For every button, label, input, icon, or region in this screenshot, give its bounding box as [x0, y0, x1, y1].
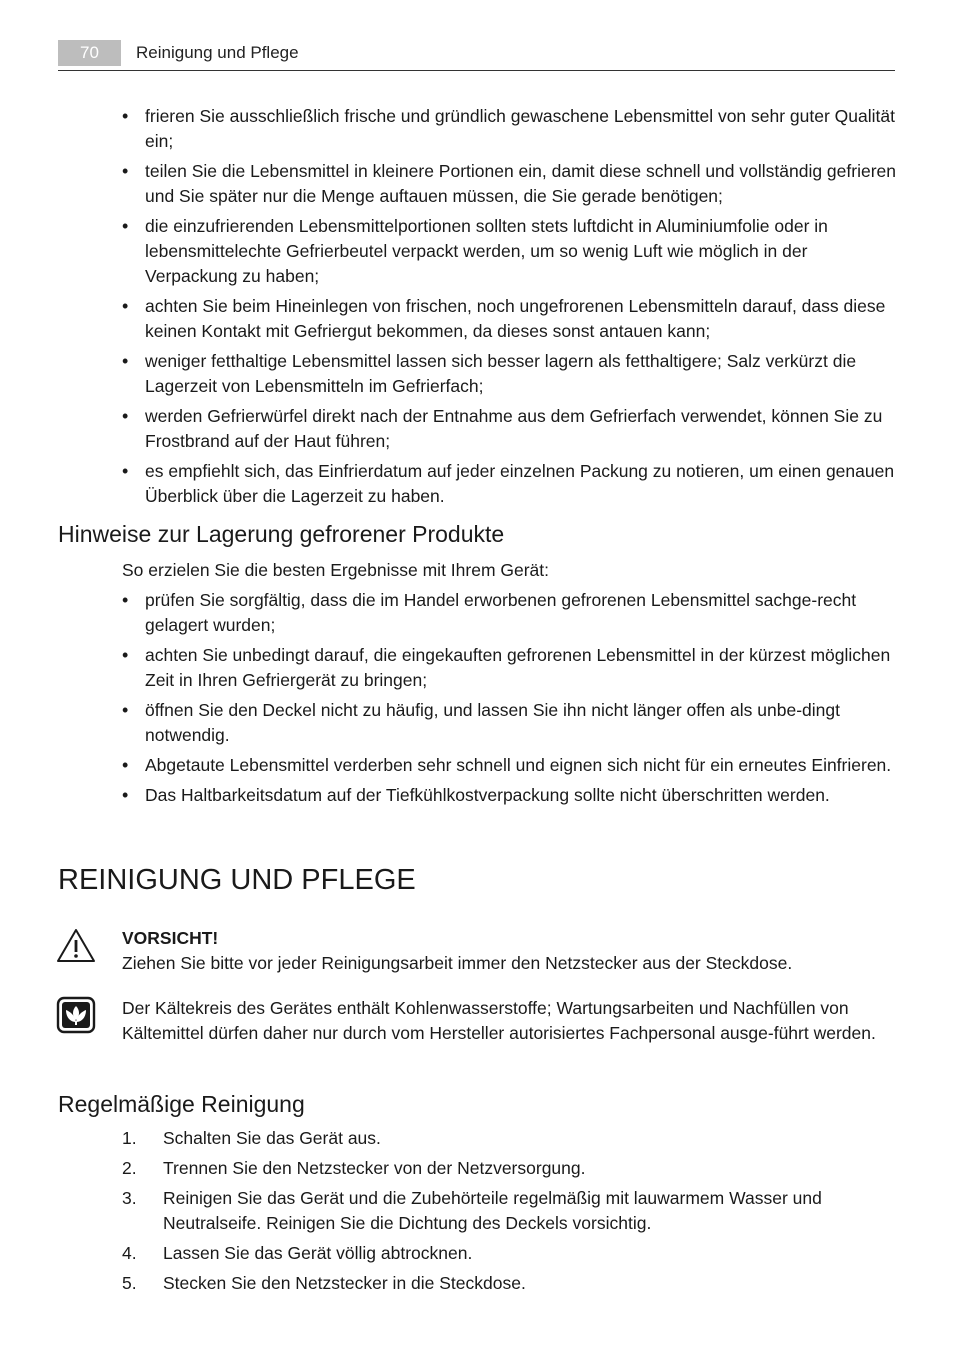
step-number: 4. — [122, 1243, 137, 1263]
list-item — [122, 1186, 897, 1236]
list-item: • teilen Sie die Lebensmittel in kleinere Portionen ein, damit diese schnell und vollständig gefrieren und Sie später nur die Menge auftauen müssen, die Sie gerade benötigen; — [122, 159, 897, 209]
list-item: • werden Gefrierwürfel direkt nach der Entnahme aus dem Gefrierfach verwendet, können Sie zu Frostbrand auf der Haut führen; — [122, 404, 897, 454]
list-item: • achten Sie beim Hineinlegen von frischen, noch ungefrorenen Lebensmitteln darauf, dass diese keinen Kontakt mit Gefriergut bekommen, da dieses sonst antauen kann; — [122, 294, 897, 344]
step-text: Lassen Sie das Gerät völlig abtrocknen. — [163, 1243, 473, 1263]
page-number: 70 — [58, 40, 121, 66]
step-number: 5. — [122, 1273, 137, 1293]
list-item — [122, 1271, 897, 1296]
step-text: Trennen Sie den Netzstecker von der Netzversorgung. — [163, 1158, 586, 1178]
environment-notice: Der Kältekreis des Gerätes enthält Kohlenwasserstoffe; Wartungsarbeiten und Nachfüllen von Kältemittel dürfen daher nur durch vom Hersteller autorisiertes Fachpersonal ausge-führt werden. — [122, 998, 876, 1043]
storage-tips-list — [122, 588, 897, 813]
list-item: • weniger fetthaltige Lebensmittel lassen sich besser lagern als fetthaltigere; Salz verkürzt die Lagerzeit von Lebensmitteln im Gefrierfach; — [122, 349, 897, 399]
regular-cleaning-heading: Regelmäßige Reinigung — [58, 1091, 305, 1117]
warning-text: Ziehen Sie bitte vor jeder Reinigungsarbeit immer den Netzstecker aus der Steckdose. — [122, 953, 793, 973]
list-item: • achten Sie unbedingt darauf, die eingekauften gefrorenen Lebensmittel in der kürzest möglichen Zeit in Ihren Gefriergerät zu bringen; — [122, 643, 897, 693]
list-item: • Das Haltbarkeitsdatum auf der Tiefkühlkostverpackung sollte nicht überschritten werden. — [122, 783, 897, 808]
environment-icon — [56, 996, 96, 1039]
warning-notice — [122, 926, 892, 976]
section-heading-cleaning: REINIGUNG UND PFLEGE — [58, 864, 416, 896]
step-text: Reinigen Sie das Gerät und die Zubehörteile regelmäßig mit lauwarmem Wasser und Neutralseife. Reinigen Sie die Dichtung des Deckels vorsichtig. — [163, 1188, 822, 1233]
step-text: Stecken Sie den Netzstecker in die Steckdose. — [163, 1273, 526, 1293]
list-item — [122, 1241, 897, 1266]
step-number: 3. — [122, 1188, 137, 1208]
page-header — [58, 38, 895, 71]
list-item: • die einzufrierenden Lebensmittelportionen sollten stets luftdicht in Aluminiumfolie oder in lebensmittelechte Gefrierbeutel verpackt werden, um so wenig Luft wie möglich in der Verpackung zu haben; — [122, 214, 897, 289]
list-item — [122, 1156, 897, 1181]
warning-title: VORSICHT! — [122, 928, 219, 948]
step-text: Schalten Sie das Gerät aus. — [163, 1128, 381, 1148]
step-number: 1. — [122, 1128, 137, 1148]
storage-heading: Hinweise zur Lagerung gefrorener Produkte — [58, 521, 505, 547]
step-number: 2. — [122, 1158, 137, 1178]
warning-triangle-icon — [56, 928, 96, 969]
list-item — [122, 1126, 897, 1151]
list-item: • es empfiehlt sich, das Einfrierdatum auf jeder einzelnen Packung zu notieren, um einen genauen Überblick über die Lagerzeit zu haben. — [122, 459, 897, 509]
storage-intro: So erzielen Sie die besten Ergebnisse mit Ihrem Gerät: — [122, 560, 550, 580]
list-item: • frieren Sie ausschließlich frische und gründlich gewaschene Lebensmittel von sehr guter Qualität ein; — [122, 104, 897, 154]
list-item: • Abgetaute Lebensmittel verderben sehr schnell und eignen sich nicht für ein erneutes Einfrieren. — [122, 753, 897, 778]
cleaning-steps-list — [122, 1126, 897, 1301]
freezing-tips-list — [122, 104, 897, 514]
running-title: Reinigung und Pflege — [136, 43, 299, 62]
list-item: • öffnen Sie den Deckel nicht zu häufig, und lassen Sie ihn nicht länger offen als unbe-dingt notwendig. — [122, 698, 897, 748]
list-item: • prüfen Sie sorgfältig, dass die im Handel erworbenen gefrorenen Lebensmittel sachge-recht gelagert wurden; — [122, 588, 897, 638]
